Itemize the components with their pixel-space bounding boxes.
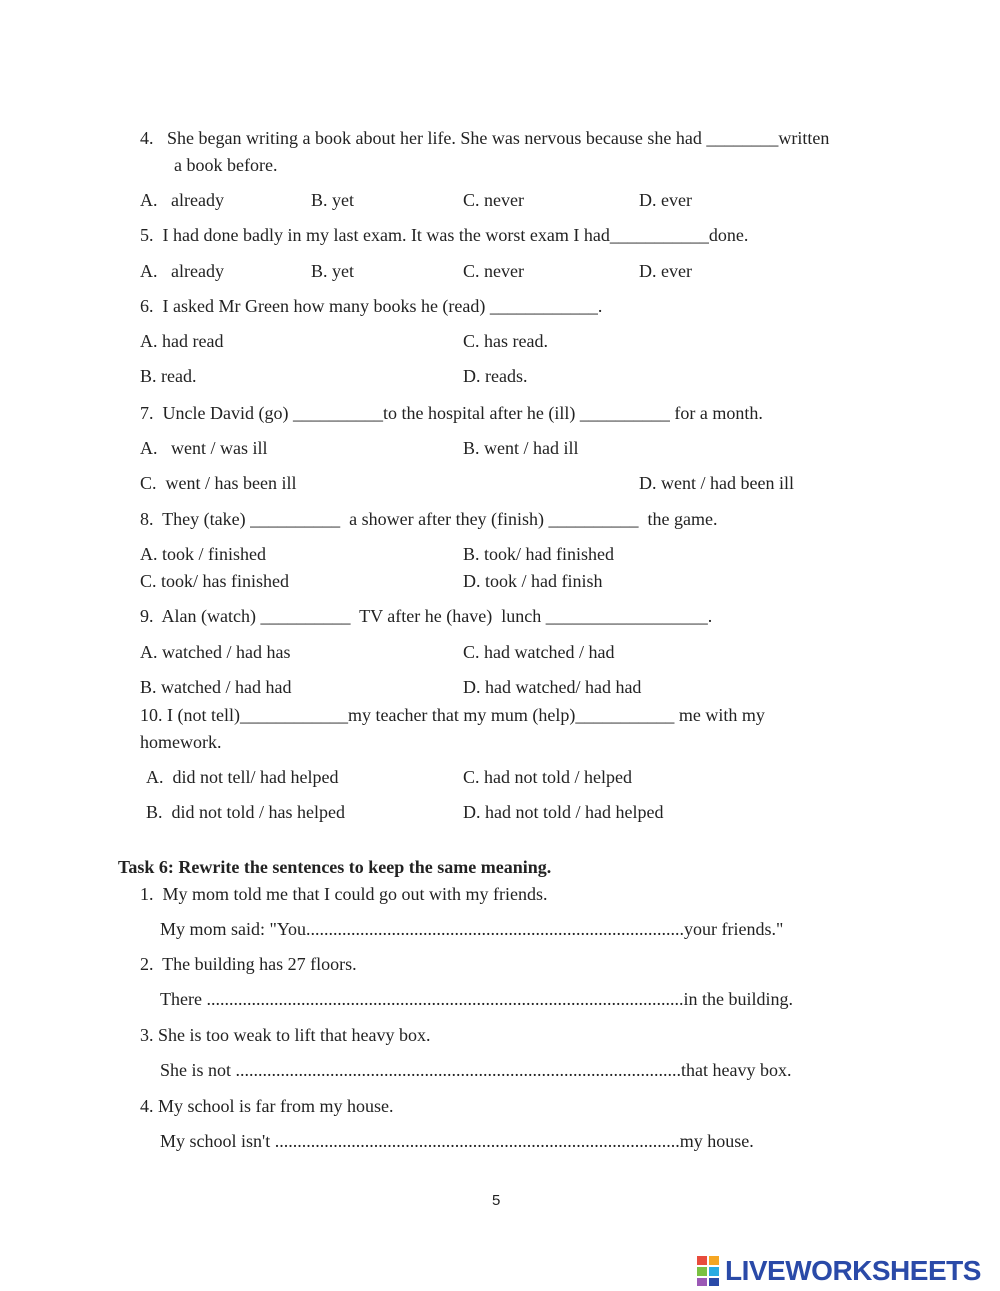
q5-option-c: C. never	[463, 261, 524, 281]
question-9-text: 9. Alan (watch) __________ TV after he (have) lunch __________________.	[140, 606, 713, 626]
question-4-text: 4. She began writing a book about her life. She was nervous because she had ________written	[140, 128, 830, 148]
q6-option-c: C. has read.	[463, 331, 548, 351]
q10-option-a: A. did not tell/ had helped	[146, 767, 339, 787]
q10-option-c: C. had not told / helped	[463, 767, 632, 787]
q7-option-d: D. went / had been ill	[639, 473, 794, 493]
q7-option-c: C. went / has been ill	[140, 473, 297, 493]
task6-item-1-answer: My mom said: "You....................................................................................your friends."	[160, 919, 784, 939]
task-6-heading: Task 6: Rewrite the sentences to keep the same meaning.	[118, 857, 552, 877]
task6-item-2-answer: There ..........................................................................................................in the building.	[160, 989, 793, 1009]
q4-option-b: B. yet	[311, 190, 354, 210]
question-4-text-cont: a book before.	[174, 155, 278, 175]
task6-item-3-prompt: 3. She is too weak to lift that heavy box.	[140, 1025, 431, 1045]
question-8-text: 8. They (take) __________ a shower after they (finish) __________ the game.	[140, 509, 718, 529]
question-10-text: 10. I (not tell)____________my teacher that my mum (help)___________ me with my	[140, 705, 765, 725]
q4-option-c: C. never	[463, 190, 524, 210]
q9-option-c: C. had watched / had	[463, 642, 615, 662]
q7-option-b: B. went / had ill	[463, 438, 579, 458]
q8-option-d: D. took / had finish	[463, 571, 603, 591]
question-5-text: 5. I had done badly in my last exam. It was the worst exam I had___________done.	[140, 225, 749, 245]
q9-option-a: A. watched / had has	[140, 642, 291, 662]
q9-option-d: D. had watched/ had had	[463, 677, 642, 697]
q10-option-d: D. had not told / had helped	[463, 802, 664, 822]
liveworksheets-logo-icon	[697, 1256, 721, 1286]
q6-option-b: B. read.	[140, 366, 197, 386]
liveworksheets-logo	[697, 1253, 981, 1289]
q6-option-d: D. reads.	[463, 366, 528, 386]
q6-option-a: A. had read	[140, 331, 224, 351]
liveworksheets-logo-text: LIVEWORKSHEETS	[725, 1255, 981, 1286]
task6-item-4-answer: My school isn't ..........................................................................................my house.	[160, 1131, 754, 1151]
task6-item-3-answer: She is not ...................................................................................................that heavy box.	[160, 1060, 792, 1080]
task6-item-1-prompt: 1. My mom told me that I could go out with my friends.	[140, 884, 548, 904]
q8-option-a: A. took / finished	[140, 544, 266, 564]
q9-option-b: B. watched / had had	[140, 677, 292, 697]
q8-option-b: B. took/ had finished	[463, 544, 614, 564]
question-10-text-cont: homework.	[140, 732, 222, 752]
q5-option-a: A. already	[140, 261, 224, 281]
q4-option-d: D. ever	[639, 190, 692, 210]
task6-item-2-prompt: 2. The building has 27 floors.	[140, 954, 357, 974]
page-number: 5	[492, 1192, 501, 1209]
question-6-text: 6. I asked Mr Green how many books he (read) ____________.	[140, 296, 603, 316]
q7-option-a: A. went / was ill	[140, 438, 268, 458]
q5-option-d: D. ever	[639, 261, 692, 281]
question-7-text: 7. Uncle David (go) __________to the hospital after he (ill) __________ for a month.	[140, 403, 763, 423]
task6-item-4-prompt: 4. My school is far from my house.	[140, 1096, 394, 1116]
q4-option-a: A. already	[140, 190, 224, 210]
q10-option-b: B. did not told / has helped	[146, 802, 345, 822]
q8-option-c: C. took/ has finished	[140, 571, 289, 591]
q5-option-b: B. yet	[311, 261, 354, 281]
